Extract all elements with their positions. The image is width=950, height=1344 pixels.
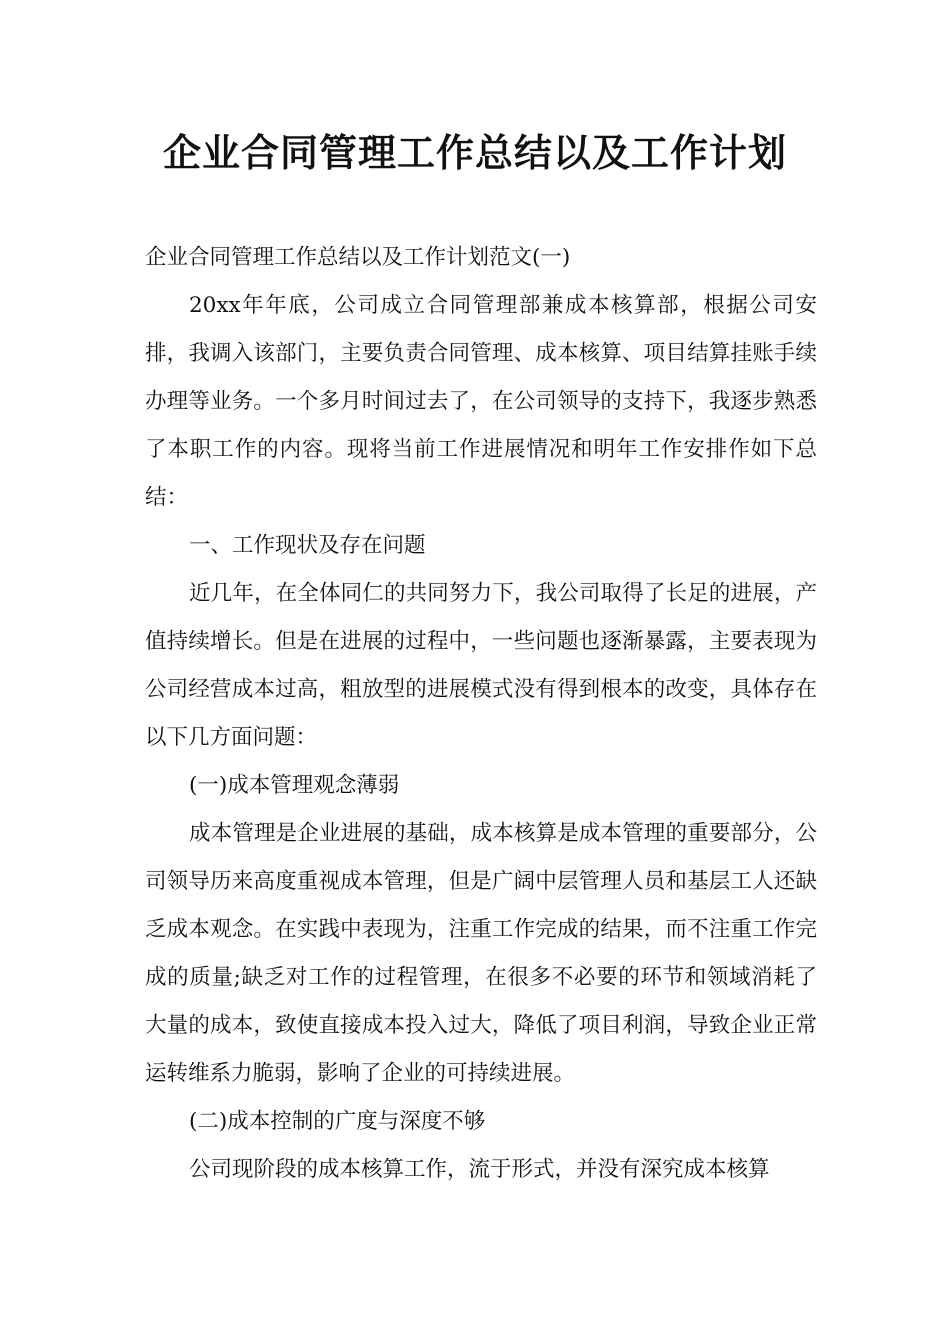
body-paragraph: 公司现阶段的成本核算工作，流于形式，并没有深究成本核算 bbox=[189, 1157, 770, 1182]
document-title: 企业合同管理工作总结以及工作计划 bbox=[162, 131, 787, 175]
subsection-heading: (一)成本管理观念薄弱 bbox=[189, 773, 400, 798]
subsection-heading: (二)成本控制的广度与深度不够 bbox=[189, 1109, 486, 1134]
intro-paragraph: 20xx年年底，公司成立合同管理部兼成本核算部，根据公司安排，我调入该部门，主要负责合同管理、成本核算、项目结算挂账手续办理等业务。一个多月时间过去了，在公司领导的支持下，我逐步熟悉了本职工作的内容。现将当前工作进展情况和明年工作安排作如下总结： bbox=[145, 293, 817, 510]
body-paragraph: 近几年，在全体同仁的共同努力下，我公司取得了长足的进展，产值持续增长。但是在进展的过程中，一些问题也逐渐暴露，主要表现为公司经营成本过高，粗放型的进展模式没有得到根本的改变，具体存在以下几方面问题： bbox=[145, 581, 817, 750]
body-paragraph: 成本管理是企业进展的基础，成本核算是成本管理的重要部分，公司领导历来高度重视成本管理，但是广阔中层管理人员和基层工人还缺乏成本观念。在实践中表现为，注重工作完成的结果，而不注重工作完成的质量;缺乏对工作的过程管理，在很多不必要的环节和领域消耗了大量的成本，致使直接成本投入过大，降低了项目利润，导致企业正常运转维系力脆弱，影响了企业的可持续进展。 bbox=[145, 821, 817, 1086]
section-heading: 一、工作现状及存在问题 bbox=[189, 533, 426, 558]
subtitle-paragraph: 企业合同管理工作总结以及工作计划范文(一) bbox=[145, 245, 571, 270]
document-body bbox=[145, 234, 817, 1194]
